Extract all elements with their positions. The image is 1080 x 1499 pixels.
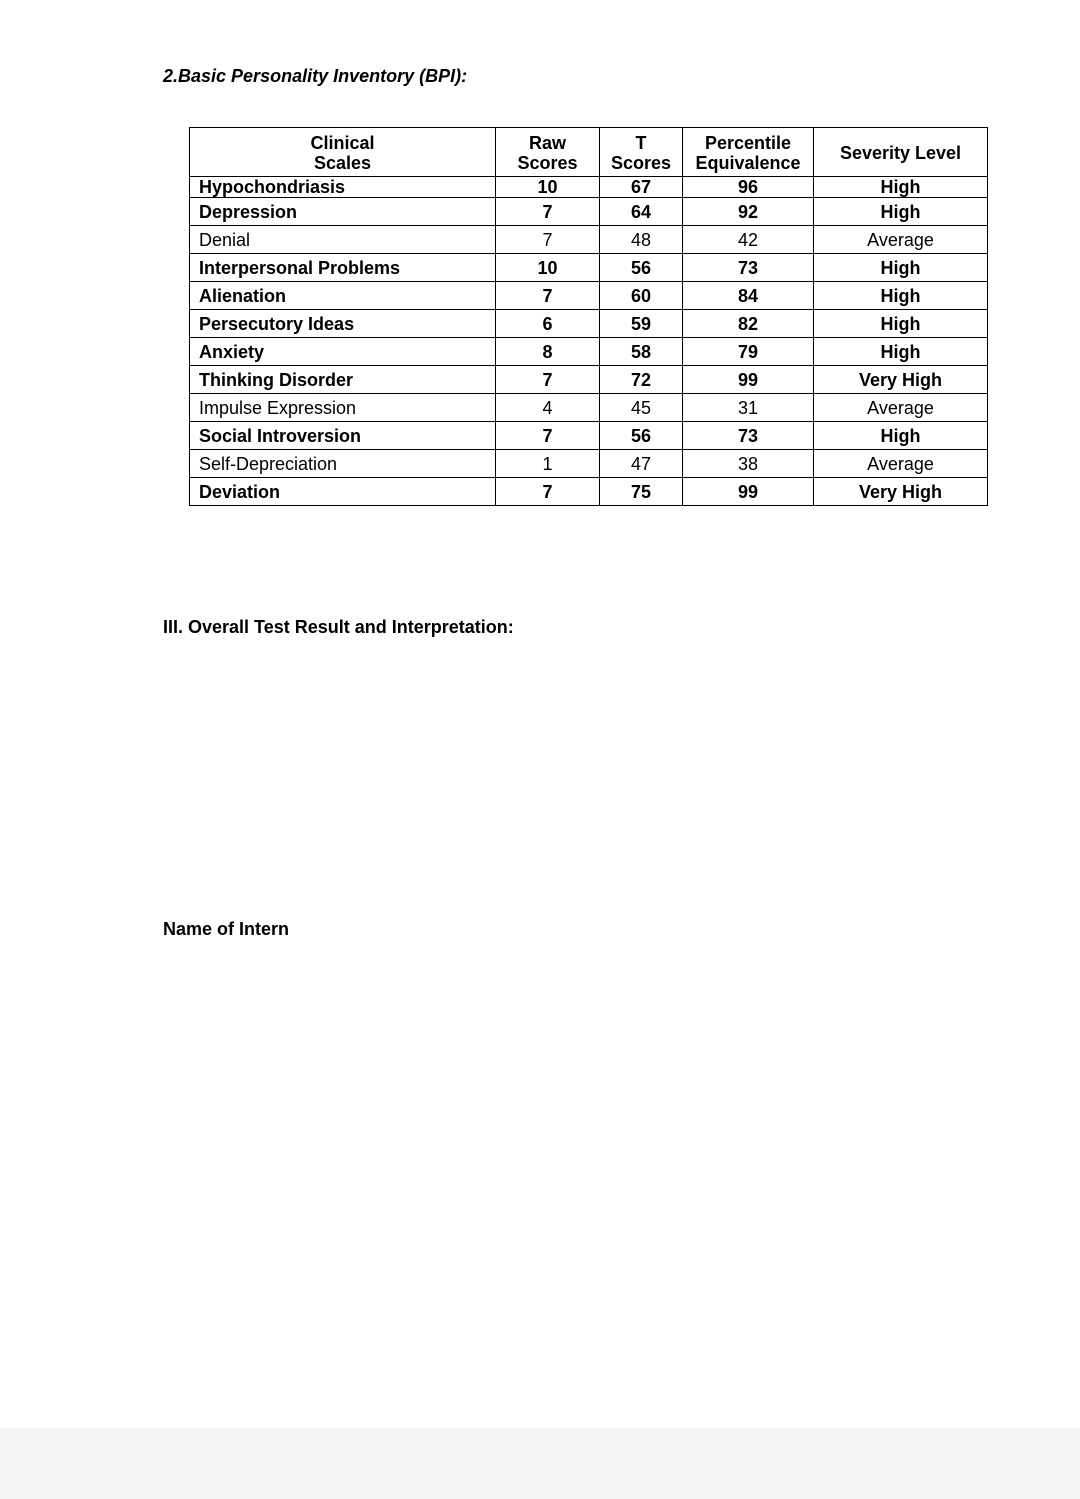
t-score-cell: 75 [600,478,683,506]
header-t-line2: Scores [610,153,672,173]
t-score-cell: 60 [600,282,683,310]
percentile-cell: 99 [683,478,814,506]
percentile-cell: 73 [683,254,814,282]
percentile-cell: 96 [683,177,814,198]
table-row [190,254,988,282]
header-pct-line1: Percentile [704,133,792,153]
bpi-results-table [189,127,988,506]
scale-name-cell: Deviation [190,478,496,506]
raw-score-cell: 7 [496,366,600,394]
percentile-cell: 31 [683,394,814,422]
percentile-cell: 92 [683,198,814,226]
table-row [190,394,988,422]
scale-name-cell: Impulse Expression [190,394,496,422]
percentile-cell: 38 [683,450,814,478]
header-severity-level: Severity Level [814,128,988,177]
scale-name-cell: Anxiety [190,338,496,366]
percentile-cell: 79 [683,338,814,366]
percentile-cell: 99 [683,366,814,394]
table-row [190,478,988,506]
raw-score-cell: 10 [496,254,600,282]
severity-level-cell: High [814,338,988,366]
scale-name-cell: Thinking Disorder [190,366,496,394]
t-score-cell: 67 [600,177,683,198]
scale-name-cell: Persecutory Ideas [190,310,496,338]
header-raw-line2: Scores [517,153,578,173]
raw-score-cell: 6 [496,310,600,338]
percentile-cell: 82 [683,310,814,338]
header-pct-line2: Equivalence [695,153,801,173]
scale-name-cell: Denial [190,226,496,254]
table-row [190,226,988,254]
t-score-cell: 48 [600,226,683,254]
t-score-cell: 56 [600,254,683,282]
severity-level-cell: Very High [814,366,988,394]
scale-name-cell: Interpersonal Problems [190,254,496,282]
t-score-cell: 72 [600,366,683,394]
overall-result-heading: III. Overall Test Result and Interpretation: [163,617,514,637]
raw-score-cell: 7 [496,478,600,506]
raw-score-cell: 1 [496,450,600,478]
severity-level-cell: Very High [814,478,988,506]
severity-level-cell: Average [814,450,988,478]
header-t-scores [600,128,683,177]
raw-score-cell: 7 [496,422,600,450]
header-raw-line1: Raw [528,133,566,153]
severity-level-cell: Average [814,394,988,422]
table-row [190,310,988,338]
percentile-cell: 73 [683,422,814,450]
table-row [190,198,988,226]
severity-level-cell: High [814,422,988,450]
severity-level-cell: High [814,177,988,198]
raw-score-cell: 4 [496,394,600,422]
raw-score-cell: 8 [496,338,600,366]
raw-score-cell: 7 [496,282,600,310]
scale-name-cell: Hypochondriasis [190,177,496,198]
raw-score-cell: 10 [496,177,600,198]
header-clinical-scales [190,128,496,177]
t-score-cell: 45 [600,394,683,422]
t-score-cell: 56 [600,422,683,450]
scale-name-cell: Alienation [190,282,496,310]
severity-level-cell: High [814,310,988,338]
raw-score-cell: 7 [496,226,600,254]
scale-name-cell: Social Introversion [190,422,496,450]
scale-name-cell: Self-Depreciation [190,450,496,478]
table-header-row [190,128,988,177]
table-row [190,338,988,366]
table-row [190,177,988,198]
scale-name-cell: Depression [190,198,496,226]
header-clinical-line2: Scales [313,153,372,173]
table-row [190,282,988,310]
severity-level-cell: High [814,198,988,226]
severity-level-cell: Average [814,226,988,254]
intern-name-label: Name of Intern [163,919,290,939]
t-score-cell: 64 [600,198,683,226]
table-row [190,422,988,450]
header-percentile-equivalence [683,128,814,177]
t-score-cell: 59 [600,310,683,338]
header-t-line1: T [635,133,647,153]
raw-score-cell: 7 [496,198,600,226]
table-body [190,177,988,506]
section-title: 2.Basic Personality Inventory (BPI): [163,66,468,86]
t-score-cell: 58 [600,338,683,366]
percentile-cell: 84 [683,282,814,310]
table-row [190,450,988,478]
percentile-cell: 42 [683,226,814,254]
header-clinical-line1: Clinical [310,133,375,153]
t-score-cell: 47 [600,450,683,478]
severity-level-cell: High [814,254,988,282]
header-raw-scores [496,128,600,177]
severity-level-cell: High [814,282,988,310]
table-row [190,366,988,394]
